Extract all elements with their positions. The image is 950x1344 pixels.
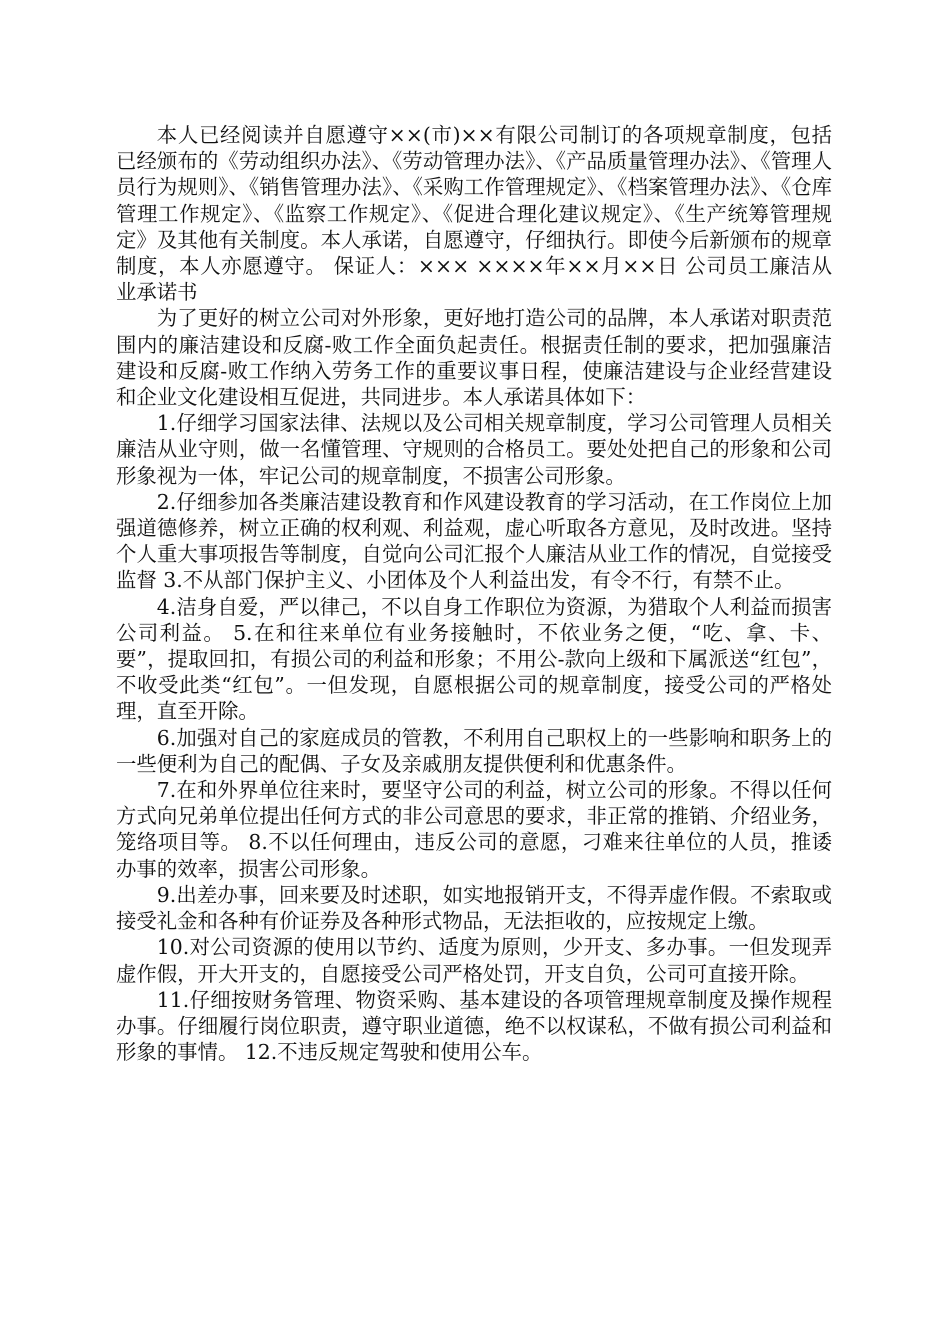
paragraph-item-7-8: 7.在和外界单位往来时，要坚守公司的利益，树立公司的形象。不得以任何方式向兄弟单位提出任何方式的非公司意思的要求，非正常的推销、介绍业务，笼络项目等。 8.不以任何理由，违反公司的意愿，刁难来往单位的人员，推诿办事的效率，损害公司形象。 [116, 778, 832, 881]
paragraph-item-2-3: 2.仔细参加各类廉洁建设教育和作风建设教育的学习活动，在工作岗位上加强道德修养，树立正确的权利观、利益观，虚心听取各方意见，及时改进。坚持个人重大事项报告等制度，自觉向公司汇报个人廉洁从业工作的情况，自觉接受监督 3.不从部门保护主义、小团体及个人利益出发，有令不行，有禁不止。 [116, 489, 832, 593]
paragraph-item-9: 9.出差办事，回来要及时述职，如实地报销开支，不得弄虚作假。不索取或接受礼金和各种有价证券及各种形式物品，无法拒收的，应按规定上缴。 [116, 882, 832, 934]
paragraph-item-11-12: 11.仔细按财务管理、物资采购、基本建设的各项管理规章制度及操作规程办事。仔细履行岗位职责，遵守职业道德，绝不以权谋私，不做有损公司利益和形象的事情。 12.不违反规定驾驶和使用公车。 [116, 987, 832, 1065]
document-body [116, 122, 832, 1065]
paragraph-pledge-rules: 本人已经阅读并自愿遵守××(市)××有限公司制订的各项规章制度，包括已经颁布的《劳动组织办法》、《劳动管理办法》、《产品质量管理办法》、《管理人员行为规则》、《销售管理办法》、《采购工作管理规定》、《档案管理办法》、《仓库管理工作规定》、《监察工作规定》、《促进合理化建议规定》、《生产统筹管理规定》及其他有关制度。本人承诺，自愿遵守，仔细执行。即使今后新颁布的规章制度，本人亦愿遵守。 保证人：××× ××××年××月××日 公司员工廉洁从业承诺书 [116, 123, 832, 305]
paragraph-item-6: 6.加强对自己的家庭成员的管教，不利用自己职权上的一些影响和职务上的一些便利为自己的配偶、子女及亲戚朋友提供便利和优惠条件。 [116, 725, 832, 776]
paragraph-item-10: 10.对公司资源的使用以节约、适度为原则，少开支、多办事。一但发现弄虚作假，开大开支的，自愿接受公司严格处罚，开支自负，公司可直接开除。 [116, 935, 832, 986]
paragraph-intro: 为了更好的树立公司对外形象，更好地打造公司的品牌，本人承诺对职责范围内的廉洁建设和反腐-败工作全面负起责任。根据责任制的要求，把加强廉洁建设和反腐-败工作纳入劳务工作的重要议事日程，使廉洁建设与企业经营建设和企业文化建设相互促进，共同进步。本人承诺具体如下： [116, 306, 832, 410]
paragraph-item-1: 1.仔细学习国家法律、法规以及公司相关规章制度，学习公司管理人员相关廉洁从业守则，做一名懂管理、守规则的合格员工。要处处把自己的形象和公司形象视为一体，牢记公司的规章制度，不损害公司形象。 [116, 411, 832, 488]
paragraph-item-4-5: 4.洁身自爱，严以律己，不以自身工作职位为资源，为猎取个人利益而损害公司利益。 5.在和往来单位有业务接触时，不依业务之便，“吃、拿、卡、要”，提取回扣，有损公司的利益和形象；不用公-款向上级和下属派送“红包”，不收受此类“红包”。一但发现，自愿根据公司的规章制度，接受公司的严格处理，直至开除。 [116, 594, 832, 724]
